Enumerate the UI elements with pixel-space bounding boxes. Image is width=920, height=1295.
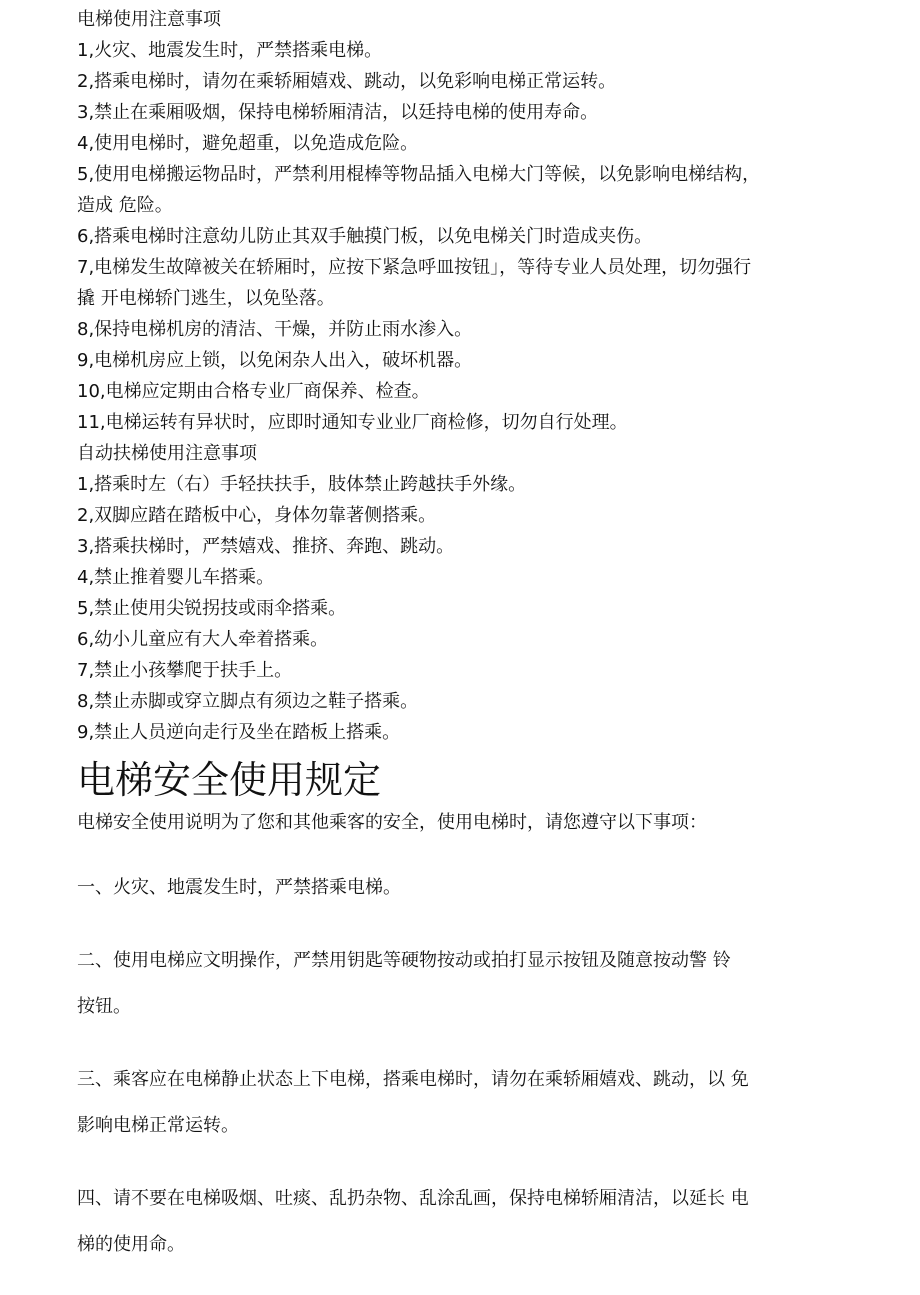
elevator-notice-item-line: 造成 危险。 bbox=[77, 195, 173, 216]
regulation-rule bbox=[77, 938, 847, 1030]
escalator-notice-item: 5,禁止使用尖锐拐技或雨伞搭乘。 bbox=[77, 598, 347, 619]
elevator-notice-item: 1,火灾、地震发生时，严禁搭乘电梯。 bbox=[77, 40, 383, 61]
regulation-rule-line: 按钮。 bbox=[77, 996, 131, 1017]
elevator-notice-item-line: 5,使用电梯搬运物品时，严禁利用棍棒等物品插入电梯大门等候，以免影响电梯结构， bbox=[77, 164, 761, 185]
escalator-notice-item: 4,禁止推着婴儿车搭乘。 bbox=[77, 567, 275, 588]
regulation-rule bbox=[77, 865, 847, 911]
escalator-notice-item: 6,幼小儿童应有大人牵着搭乘。 bbox=[77, 629, 329, 650]
escalator-notice-heading: 自动扶梯使用注意事项 bbox=[77, 443, 257, 464]
regulation-rule-line: 影响电梯正常运转。 bbox=[77, 1115, 239, 1136]
escalator-notice-item: 2,双脚应踏在踏板中心，身体勿靠著侧搭乘。 bbox=[77, 505, 437, 526]
regulation-rule-line: 一、火灾、地震发生时，严禁搭乘电梯。 bbox=[77, 877, 401, 898]
regulation-rule-line: 二、使用电梯应文明操作，严禁用钥匙等硬物按动或拍打显示按钮及随意按动警 铃 bbox=[77, 950, 731, 971]
escalator-notice-item: 9,禁止人员逆向走行及坐在踏板上搭乘。 bbox=[77, 722, 401, 743]
regulation-rule bbox=[77, 1057, 847, 1149]
elevator-notice-item: 3,禁止在乘厢吸烟，保持电梯轿厢清洁，以廷持电梯的使用寿命。 bbox=[77, 102, 599, 123]
elevator-notice-item: 10,电梯应定期由合格专业厂商保养、检查。 bbox=[77, 381, 430, 402]
escalator-notice-item: 7,禁止小孩攀爬于扶手上。 bbox=[77, 660, 293, 681]
elevator-notice-item-line: 撬 开电梯轿门逃生，以免坠落。 bbox=[77, 288, 335, 309]
regulation-rule bbox=[77, 1176, 847, 1268]
elevator-notice-item-line: 7,电梯发生故障被关在轿厢时，应按下紧急呼皿按钮」，等待专业人员处理，切勿强行 bbox=[77, 257, 752, 278]
elevator-notice-heading: 电梯使用注意事项 bbox=[77, 9, 221, 30]
elevator-notice-item: 2,搭乘电梯时，请勿在乘轿厢嬉戏、跳动，以免彩响电梯正常运转。 bbox=[77, 71, 617, 92]
regulation-rule-line: 梯的使用命。 bbox=[77, 1234, 185, 1255]
elevator-notice-item bbox=[77, 252, 847, 314]
escalator-notice-item: 1,搭乘时左（右）手轻扶扶手，肢体禁止跨越扶手外缘。 bbox=[77, 474, 527, 495]
document-page bbox=[77, 4, 847, 1295]
regulation-rule-line: 四、请不要在电梯吸烟、吐痰、乱扔杂物、乱涂乱画，保持电梯轿厢清洁，以延长 电 bbox=[77, 1188, 749, 1209]
elevator-notice-item: 9,电梯机房应上锁，以免闲杂人出入，破坏机器。 bbox=[77, 350, 473, 371]
escalator-notice-item: 3,搭乘扶梯时，严禁嬉戏、推挤、奔跑、跳动。 bbox=[77, 536, 455, 557]
regulations-intro: 电梯安全使用说明为了您和其他乘客的安全，使用电梯时，请您遵守以下事项： bbox=[77, 812, 707, 833]
regulations-title: 电梯安全使用规定 bbox=[77, 758, 382, 802]
elevator-notice-item: 11,电梯运转有异状时，应即时通知专业业厂商检修，切勿自行处理。 bbox=[77, 412, 628, 433]
elevator-notice-item bbox=[77, 159, 847, 221]
escalator-notice-item: 8,禁止赤脚或穿立脚点有须边之鞋子搭乘。 bbox=[77, 691, 419, 712]
elevator-notice-item: 4,使用电梯时，避免超重，以免造成危险。 bbox=[77, 133, 419, 154]
regulation-rule-line: 三、乘客应在电梯静止状态上下电梯，搭乘电梯时，请勿在乘轿厢嬉戏、跳动，以 免 bbox=[77, 1069, 749, 1090]
elevator-notice-item: 8,保持电梯机房的清洁、干燥，并防止雨水渗入。 bbox=[77, 319, 473, 340]
elevator-notice-item: 6,搭乘电梯时注意幼儿防止其双手触摸门板，以免电梯关门时造成夹伤。 bbox=[77, 226, 653, 247]
